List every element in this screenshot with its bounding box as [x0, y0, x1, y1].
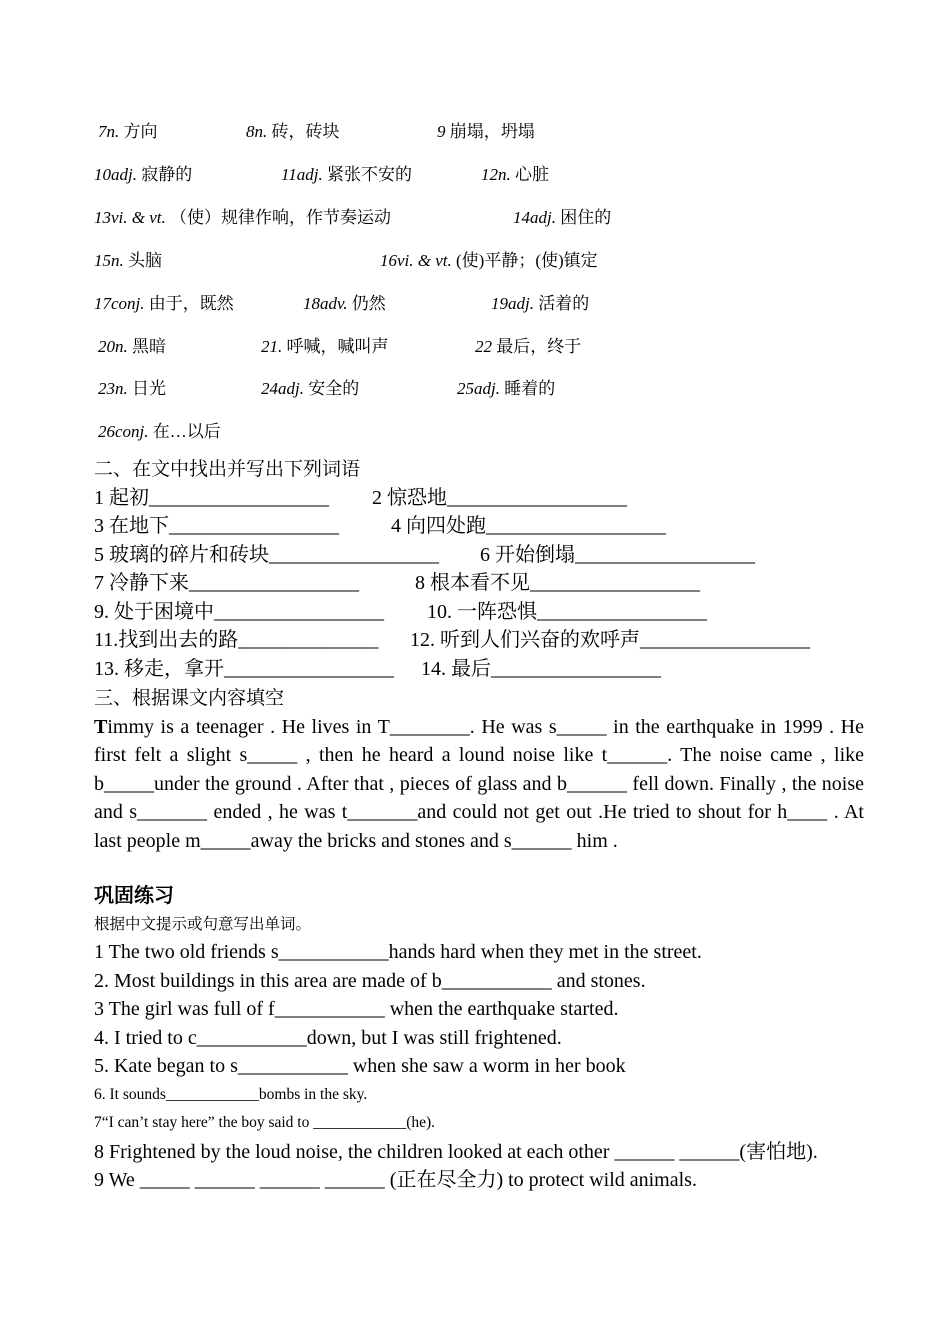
phrase-item: 14. 最后_________________ [421, 657, 661, 680]
vocab-number: 13 [94, 208, 111, 227]
vocab-item [98, 332, 166, 357]
vocab-item [94, 289, 234, 314]
vocab-meaning: 寂静的 [141, 165, 193, 184]
phrase-item: 6 开始倒塌__________________ [480, 543, 755, 566]
vocab-pos: conj. [115, 422, 149, 441]
vocab-item [457, 374, 555, 399]
vocab-number: 12 [481, 165, 498, 184]
practice-items-small [94, 1081, 864, 1138]
vocab-pos: adj. [111, 165, 137, 184]
phrase-row [94, 655, 864, 684]
section4-title: 巩固练习 [94, 883, 174, 907]
vocab-item [98, 374, 166, 399]
vocab-item [303, 289, 386, 314]
vocab-pos: conj. [111, 294, 145, 313]
vocab-meaning: 头脑 [128, 251, 162, 270]
practice-item-8: 8 Frightened by the loud noise, the children looked at each other ______ ______(害怕地). [94, 1140, 818, 1163]
vocab-meaning: 仍然 [351, 294, 386, 313]
phrase-item: 1 起初__________________ [94, 486, 329, 509]
section4-instruction: 根据中文提示或句意写出单词。 [94, 914, 312, 933]
practice-item: 2. Most buildings in this area are made of b___________ and stones. [94, 969, 646, 992]
practice-item: 6. It sounds____________bombs in the sky. [94, 1085, 368, 1103]
vocab-item [98, 117, 158, 142]
phrase-item: 11.找到出去的路______________ [94, 629, 379, 651]
vocab-number: 20 [98, 337, 115, 356]
vocab-meaning: 砖，砖块 [271, 122, 340, 141]
phrase-rows [94, 484, 864, 684]
vocab-number: 11 [281, 165, 297, 184]
vocab-item [261, 332, 389, 357]
practice-item: 3 The girl was full of f___________ when the earthquake started. [94, 998, 619, 1020]
vocab-number: 16 [380, 251, 397, 270]
practice-items [94, 938, 864, 1081]
vocab-number: 17 [94, 294, 111, 313]
phrase-row [94, 541, 864, 570]
section-practice [94, 881, 864, 1195]
vocab-number: 7 [98, 122, 107, 141]
vocab-pos: adj. [530, 208, 556, 227]
vocab-number: 8 [246, 122, 255, 141]
vocab-meaning: 在…以后 [152, 422, 221, 441]
vocab-item [94, 203, 391, 228]
vocab-item [246, 117, 340, 142]
vocab-number: 23 [98, 379, 115, 398]
vocab-number: 18 [303, 294, 320, 313]
vocab-meaning: 最后，终于 [496, 337, 582, 356]
vocab-pos: n. [254, 122, 268, 141]
vocab-number: 14 [513, 208, 530, 227]
vocab-meaning: 活着的 [538, 294, 590, 313]
vocab-number: 24 [261, 379, 278, 398]
phrase-item: 7 冷静下来_________________ [94, 572, 359, 594]
vocab-item [437, 117, 535, 142]
vocab-number: 19 [491, 294, 508, 313]
vocab-meaning: 心脏 [515, 165, 549, 184]
section2-title: 二、在文中找出并写出下列词语 [94, 458, 361, 480]
phrase-row [94, 598, 864, 627]
phrase-item: 9. 处于困境中_________________ [94, 600, 384, 623]
vocab-pos: adj. [508, 294, 534, 313]
vocab-item [98, 417, 221, 442]
vocab-number: 26 [98, 422, 115, 441]
vocab-item [481, 160, 549, 185]
vocab-pos: adj. [474, 379, 500, 398]
vocab-item [380, 246, 598, 271]
vocab-item [94, 160, 192, 185]
vocab-item [94, 246, 162, 271]
practice-item-9: 9 We _____ ______ ______ ______ (正在尽全力) to protect wild animals. [94, 1169, 697, 1191]
passage-text: immy is a teenager . He lives in T________. He was s_____ in the earthquake in 1999 . He first felt a slight s_____ , then he heard a lound noise like t______. The noise came , like b_____under the ground . After that , pieces of glass and b______ fell down. Finally , the noise and s_______ ended , he was t_______and could not get out .He tried to shout for h____ . At last people m_____away the bricks and stones and s______ him . [94, 715, 864, 852]
vocab-number: 25 [457, 379, 474, 398]
vocab-pos: adv. [320, 294, 348, 313]
phrase-item: 12. 听到人们兴奋的欢呼声_________________ [410, 629, 810, 651]
vocab-pos: n. [115, 337, 128, 356]
phrase-row [94, 512, 864, 541]
vocab-pos: n. [106, 122, 120, 141]
vocab-pos: vi. & vt. [397, 251, 452, 270]
vocab-number: 15 [94, 251, 111, 270]
section3-title: 三、根据课文内容填空 [94, 687, 285, 709]
section-find-phrases [94, 455, 864, 683]
vocab-number: 9 [437, 122, 446, 141]
vocab-pos: n. [111, 251, 124, 270]
vocab-meaning: 紧张不安的 [326, 165, 412, 184]
phrase-row [94, 569, 864, 598]
vocab-item [281, 160, 412, 185]
vocab-number: 21. [261, 337, 283, 356]
phrase-item: 3 在地下_________________ [94, 515, 339, 537]
phrase-row [94, 626, 864, 655]
vocab-pos: n. [498, 165, 511, 184]
practice-item: 7“I can’t stay here” the boy said to ____________(he). [94, 1114, 436, 1131]
vocab-number: 10 [94, 165, 111, 184]
phrase-item: 13. 移走，拿开_________________ [94, 657, 394, 680]
vocab-number: 22 [475, 337, 492, 356]
vocab-meaning: 崩塌，坍塌 [449, 122, 535, 141]
phrase-item: 2 惊恐地__________________ [372, 486, 627, 509]
phrase-item: 8 根本看不见_________________ [415, 572, 700, 594]
vocab-pos: vi. & vt. [111, 208, 166, 227]
vocab-pos: n. [115, 379, 128, 398]
practice-item: 5. Kate began to s___________ when she saw a worm in her book [94, 1055, 626, 1077]
vocab-item [475, 332, 581, 357]
phrase-item: 10. 一阵恐惧_________________ [427, 600, 707, 623]
vocab-meaning: 黑暗 [132, 337, 166, 356]
phrase-row [94, 484, 864, 513]
vocab-meaning: 方向 [123, 122, 158, 141]
practice-item: 4. I tried to c___________down, but I was still frightened. [94, 1026, 562, 1049]
vocab-meaning: 睡着的 [504, 379, 556, 398]
passage [94, 713, 864, 856]
passage-first-letter: T [94, 715, 108, 738]
vocab-meaning: 安全的 [308, 379, 360, 398]
vocab-meaning: 由于，既然 [148, 294, 234, 313]
vocab-meaning: (使)平静；(使)镇定 [456, 251, 598, 270]
vocab-meaning: （使）规律作响，作节奏运动 [170, 208, 392, 227]
vocab-meaning: 困住的 [560, 208, 612, 227]
vocab-item [513, 203, 611, 228]
vocab-meaning: 呼喊，喊叫声 [286, 337, 389, 356]
practice-item: 1 The two old friends s___________hands hard when they met in the street. [94, 941, 702, 963]
vocab-meaning: 日光 [132, 379, 166, 398]
phrase-item: 5 玻璃的碎片和砖块_________________ [94, 543, 439, 566]
vocab-pos: adj. [278, 379, 304, 398]
vocab-pos: adj. [296, 165, 323, 184]
section-fill-text [94, 684, 864, 855]
vocab-item [261, 374, 359, 399]
vocab-item [491, 289, 589, 314]
phrase-item: 4 向四处跑__________________ [391, 515, 666, 537]
